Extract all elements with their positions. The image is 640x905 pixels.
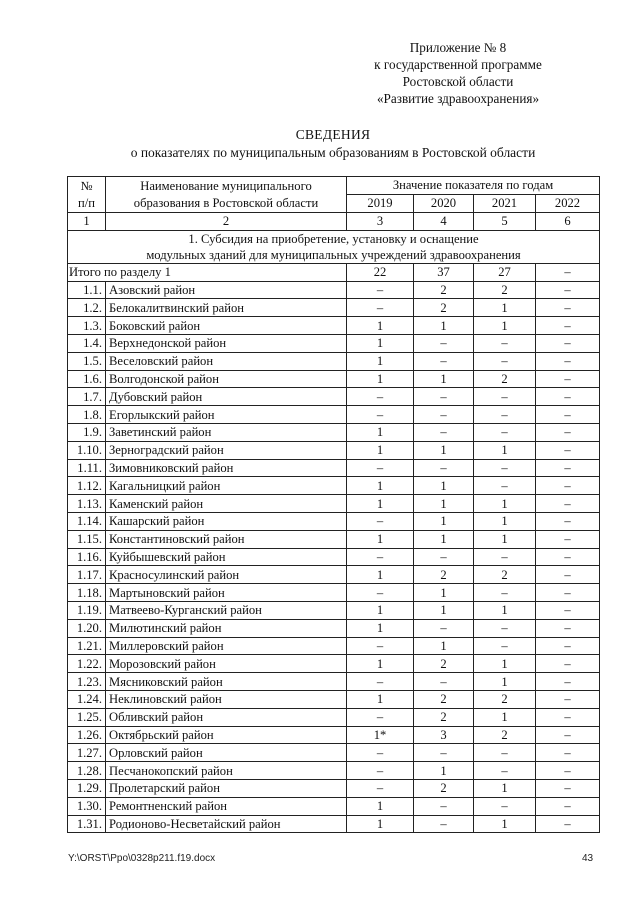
total-label: Итого по разделу 1	[68, 263, 347, 281]
row-value-cell: –	[474, 352, 536, 370]
row-value-cell: 1	[474, 441, 536, 459]
row-value-cell: 1	[347, 655, 414, 673]
row-value-cell: 1	[347, 370, 414, 388]
column-number-row	[68, 213, 600, 231]
table-row	[68, 690, 600, 708]
row-name-cell: Зерноградский район	[106, 441, 347, 459]
total-value-cell: 22	[347, 263, 414, 281]
row-value-cell: –	[536, 477, 600, 495]
row-value-cell: 1	[414, 601, 474, 619]
row-value-cell: –	[536, 637, 600, 655]
appendix-line: Ростовской области	[402, 74, 514, 89]
row-number-cell: 1.10.	[68, 441, 106, 459]
header-years-title: Значение показателя по годам	[347, 177, 600, 195]
table-row	[68, 334, 600, 352]
row-value-cell: 1	[347, 423, 414, 441]
row-name-cell: Верхнедонской район	[106, 334, 347, 352]
header-num-line1: №	[80, 178, 93, 193]
row-value-cell: 1	[347, 334, 414, 352]
table-row	[68, 299, 600, 317]
row-value-cell: 1	[414, 317, 474, 335]
row-value-cell: –	[536, 815, 600, 833]
table-row	[68, 548, 600, 566]
appendix-line: к государственной программе	[374, 57, 542, 72]
total-value-cell: 27	[474, 263, 536, 281]
table-row	[68, 619, 600, 637]
row-value-cell: –	[536, 584, 600, 602]
row-number-cell: 1.14.	[68, 512, 106, 530]
row-value-cell: –	[474, 459, 536, 477]
section-title-cell	[68, 230, 600, 263]
table-row	[68, 797, 600, 815]
row-value-cell: 2	[414, 566, 474, 584]
row-name-cell: Милютинский район	[106, 619, 347, 637]
table-row	[68, 441, 600, 459]
row-value-cell: –	[536, 619, 600, 637]
row-number-cell: 1.21.	[68, 637, 106, 655]
header-num-cell	[68, 177, 106, 213]
row-value-cell: –	[347, 584, 414, 602]
table-row	[68, 566, 600, 584]
row-value-cell: 2	[474, 690, 536, 708]
row-value-cell: 1	[474, 317, 536, 335]
row-name-cell: Кашарский район	[106, 512, 347, 530]
row-value-cell: –	[536, 317, 600, 335]
row-value-cell: –	[536, 459, 600, 477]
table-row	[68, 495, 600, 513]
row-number-cell: 1.31.	[68, 815, 106, 833]
header-name-line1: Наименование муниципального	[140, 178, 312, 193]
row-value-cell: 3	[414, 726, 474, 744]
row-value-cell: –	[536, 281, 600, 299]
row-value-cell: 1	[347, 566, 414, 584]
row-value-cell: –	[414, 797, 474, 815]
row-value-cell: –	[474, 637, 536, 655]
row-value-cell: –	[536, 566, 600, 584]
row-value-cell: 1	[414, 495, 474, 513]
appendix-block	[338, 39, 578, 107]
row-value-cell: 2	[474, 281, 536, 299]
row-value-cell: 1	[474, 495, 536, 513]
row-value-cell: –	[536, 388, 600, 406]
row-value-cell: 1	[474, 601, 536, 619]
row-value-cell: –	[414, 352, 474, 370]
row-value-cell: 1	[414, 370, 474, 388]
row-number-cell: 1.26.	[68, 726, 106, 744]
row-number-cell: 1.5.	[68, 352, 106, 370]
row-name-cell: Красносулинский район	[106, 566, 347, 584]
row-number-cell: 1.20.	[68, 619, 106, 637]
section-row	[68, 230, 600, 263]
table-row	[68, 317, 600, 335]
row-value-cell: 1	[414, 762, 474, 780]
row-value-cell: –	[347, 637, 414, 655]
row-value-cell: –	[536, 441, 600, 459]
row-value-cell: 1*	[347, 726, 414, 744]
row-value-cell: –	[536, 744, 600, 762]
row-number-cell: 1.3.	[68, 317, 106, 335]
row-name-cell: Кагальницкий район	[106, 477, 347, 495]
header-num-line2: п/п	[78, 195, 95, 210]
row-value-cell: –	[474, 406, 536, 424]
row-value-cell: –	[536, 299, 600, 317]
row-value-cell: –	[536, 690, 600, 708]
row-value-cell: –	[347, 388, 414, 406]
row-value-cell: 2	[474, 726, 536, 744]
row-number-cell: 1.6.	[68, 370, 106, 388]
row-name-cell: Матвеево-Курганский район	[106, 601, 347, 619]
row-value-cell: 2	[414, 708, 474, 726]
header-year-cell: 2019	[347, 195, 414, 213]
row-value-cell: 1	[347, 352, 414, 370]
row-value-cell: –	[414, 744, 474, 762]
row-value-cell: –	[536, 673, 600, 691]
row-value-cell: –	[536, 762, 600, 780]
row-value-cell: 2	[414, 655, 474, 673]
row-value-cell: –	[347, 281, 414, 299]
table-row	[68, 406, 600, 424]
row-name-cell: Куйбышевский район	[106, 548, 347, 566]
row-value-cell: –	[347, 406, 414, 424]
header-year-cell: 2022	[536, 195, 600, 213]
row-value-cell: –	[536, 352, 600, 370]
row-value-cell: –	[474, 584, 536, 602]
row-value-cell: 1	[347, 530, 414, 548]
row-value-cell: 1	[474, 530, 536, 548]
row-value-cell: –	[347, 779, 414, 797]
row-value-cell: –	[347, 708, 414, 726]
footer-file-path: Y:\ORST\Ppo\0328p211.f19.docx	[68, 853, 216, 864]
row-value-cell: 1	[347, 495, 414, 513]
row-name-cell: Егорлыкский район	[106, 406, 347, 424]
table-row	[68, 744, 600, 762]
table-row	[68, 762, 600, 780]
row-value-cell: 1	[474, 815, 536, 833]
row-name-cell: Песчанокопский район	[106, 762, 347, 780]
header-name-cell	[106, 177, 347, 213]
row-number-cell: 1.11.	[68, 459, 106, 477]
row-value-cell: 1	[347, 619, 414, 637]
row-value-cell: 1	[347, 797, 414, 815]
row-value-cell: 2	[474, 370, 536, 388]
row-number-cell: 1.19.	[68, 601, 106, 619]
row-value-cell: 1	[474, 655, 536, 673]
row-value-cell: –	[536, 512, 600, 530]
row-name-cell: Неклиновский район	[106, 690, 347, 708]
row-value-cell: –	[474, 548, 536, 566]
row-value-cell: –	[347, 548, 414, 566]
table-row	[68, 655, 600, 673]
row-value-cell: –	[414, 815, 474, 833]
row-value-cell: –	[414, 619, 474, 637]
row-value-cell: –	[536, 548, 600, 566]
row-value-cell: –	[474, 762, 536, 780]
table-row	[68, 584, 600, 602]
row-value-cell: –	[536, 334, 600, 352]
row-value-cell: 1	[414, 512, 474, 530]
row-value-cell: 1	[474, 708, 536, 726]
row-name-cell: Обливский район	[106, 708, 347, 726]
row-name-cell: Азовский район	[106, 281, 347, 299]
row-name-cell: Мартыновский район	[106, 584, 347, 602]
row-value-cell: –	[414, 548, 474, 566]
row-value-cell: 1	[474, 512, 536, 530]
row-value-cell: –	[414, 388, 474, 406]
row-value-cell: –	[414, 673, 474, 691]
table-row	[68, 512, 600, 530]
table-row	[68, 530, 600, 548]
total-value-cell: 37	[414, 263, 474, 281]
column-number-cell: 6	[536, 213, 600, 231]
row-value-cell: –	[536, 370, 600, 388]
row-name-cell: Волгодонской район	[106, 370, 347, 388]
row-number-cell: 1.16.	[68, 548, 106, 566]
row-name-cell: Мясниковский район	[106, 673, 347, 691]
row-value-cell: 1	[347, 690, 414, 708]
row-number-cell: 1.1.	[68, 281, 106, 299]
table-row	[68, 708, 600, 726]
row-number-cell: 1.30.	[68, 797, 106, 815]
row-name-cell: Морозовский район	[106, 655, 347, 673]
footer-page-number: 43	[582, 853, 594, 864]
row-number-cell: 1.23.	[68, 673, 106, 691]
row-value-cell: 2	[474, 566, 536, 584]
row-value-cell: 1	[414, 584, 474, 602]
row-value-cell: –	[536, 708, 600, 726]
row-number-cell: 1.9.	[68, 423, 106, 441]
row-value-cell: –	[414, 406, 474, 424]
row-number-cell: 1.8.	[68, 406, 106, 424]
column-number-cell: 4	[414, 213, 474, 231]
table-row	[68, 779, 600, 797]
row-number-cell: 1.2.	[68, 299, 106, 317]
document-subtitle: о показателях по муниципальным образованиям в Ростовской области	[130, 145, 536, 160]
total-value-cell: –	[536, 263, 600, 281]
column-number-cell: 1	[68, 213, 106, 231]
header-year-cell: 2020	[414, 195, 474, 213]
row-number-cell: 1.13.	[68, 495, 106, 513]
row-name-cell: Ремонтненский район	[106, 797, 347, 815]
row-value-cell: –	[347, 673, 414, 691]
row-value-cell: 1	[347, 441, 414, 459]
row-name-cell: Белокалитвинский район	[106, 299, 347, 317]
document-title: СВЕДЕНИЯ	[295, 127, 371, 142]
row-value-cell: 1	[347, 477, 414, 495]
row-value-cell: –	[347, 744, 414, 762]
row-value-cell: –	[536, 495, 600, 513]
row-value-cell: –	[474, 423, 536, 441]
row-number-cell: 1.29.	[68, 779, 106, 797]
row-value-cell: –	[536, 779, 600, 797]
row-value-cell: 1	[347, 317, 414, 335]
table-row	[68, 370, 600, 388]
row-number-cell: 1.25.	[68, 708, 106, 726]
row-number-cell: 1.4.	[68, 334, 106, 352]
row-value-cell: –	[474, 744, 536, 762]
appendix-line: Приложение № 8	[409, 40, 507, 55]
row-value-cell: –	[474, 797, 536, 815]
row-value-cell: 1	[474, 779, 536, 797]
row-value-cell: 2	[414, 299, 474, 317]
row-value-cell: –	[536, 797, 600, 815]
table-row	[68, 423, 600, 441]
header-year-cell: 2021	[474, 195, 536, 213]
row-number-cell: 1.22.	[68, 655, 106, 673]
row-value-cell: –	[536, 726, 600, 744]
header-row	[68, 177, 600, 195]
row-value-cell: –	[474, 334, 536, 352]
row-value-cell: –	[536, 655, 600, 673]
row-value-cell: 2	[414, 690, 474, 708]
row-number-cell: 1.12.	[68, 477, 106, 495]
row-value-cell: 2	[414, 281, 474, 299]
row-value-cell: –	[536, 530, 600, 548]
row-name-cell: Октябрьский район	[106, 726, 347, 744]
row-value-cell: 1	[474, 299, 536, 317]
column-number-cell: 2	[106, 213, 347, 231]
row-value-cell: 1	[414, 477, 474, 495]
row-number-cell: 1.7.	[68, 388, 106, 406]
row-value-cell: –	[474, 619, 536, 637]
header-name-line2: образования в Ростовской области	[133, 195, 319, 210]
table-row	[68, 281, 600, 299]
row-value-cell: 1	[414, 530, 474, 548]
row-number-cell: 1.28.	[68, 762, 106, 780]
column-number-cell: 3	[347, 213, 414, 231]
row-value-cell: 1	[414, 637, 474, 655]
row-number-cell: 1.15.	[68, 530, 106, 548]
table-row	[68, 352, 600, 370]
indicators-table	[67, 176, 600, 833]
row-name-cell: Дубовский район	[106, 388, 347, 406]
row-value-cell: –	[347, 299, 414, 317]
row-value-cell: 1	[474, 673, 536, 691]
row-value-cell: –	[474, 388, 536, 406]
table-row	[68, 459, 600, 477]
section-title-line2: модульных зданий для муниципальных учреждений здравоохранения	[146, 247, 521, 262]
row-name-cell: Боковский район	[106, 317, 347, 335]
table-row	[68, 477, 600, 495]
row-name-cell: Пролетарский район	[106, 779, 347, 797]
row-name-cell: Каменский район	[106, 495, 347, 513]
row-value-cell: –	[414, 334, 474, 352]
row-value-cell: –	[536, 406, 600, 424]
column-number-cell: 5	[474, 213, 536, 231]
row-name-cell: Миллеровский район	[106, 637, 347, 655]
row-name-cell: Зимовниковский район	[106, 459, 347, 477]
row-value-cell: 2	[414, 779, 474, 797]
table-row	[68, 388, 600, 406]
row-value-cell: –	[414, 423, 474, 441]
table-row	[68, 815, 600, 833]
table-row	[68, 601, 600, 619]
row-number-cell: 1.24.	[68, 690, 106, 708]
row-number-cell: 1.27.	[68, 744, 106, 762]
row-value-cell: 1	[414, 441, 474, 459]
row-number-cell: 1.17.	[68, 566, 106, 584]
section-title-line1: 1. Субсидия на приобретение, установку и оснащение	[188, 231, 479, 246]
document-heading	[66, 126, 600, 162]
total-row	[68, 263, 600, 281]
row-value-cell: –	[347, 762, 414, 780]
table-row	[68, 637, 600, 655]
row-name-cell: Заветинский район	[106, 423, 347, 441]
row-value-cell: –	[347, 512, 414, 530]
row-value-cell: 1	[347, 815, 414, 833]
row-value-cell: 1	[347, 601, 414, 619]
row-value-cell: –	[414, 459, 474, 477]
row-name-cell: Константиновский район	[106, 530, 347, 548]
table-row	[68, 726, 600, 744]
row-value-cell: –	[474, 477, 536, 495]
row-value-cell: –	[536, 423, 600, 441]
appendix-line: «Развитие здравоохранения»	[376, 91, 540, 106]
row-name-cell: Орловский район	[106, 744, 347, 762]
row-number-cell: 1.18.	[68, 584, 106, 602]
row-value-cell: –	[536, 601, 600, 619]
row-name-cell: Веселовский район	[106, 352, 347, 370]
row-value-cell: –	[347, 459, 414, 477]
row-name-cell: Родионово-Несветайский район	[106, 815, 347, 833]
table-row	[68, 673, 600, 691]
